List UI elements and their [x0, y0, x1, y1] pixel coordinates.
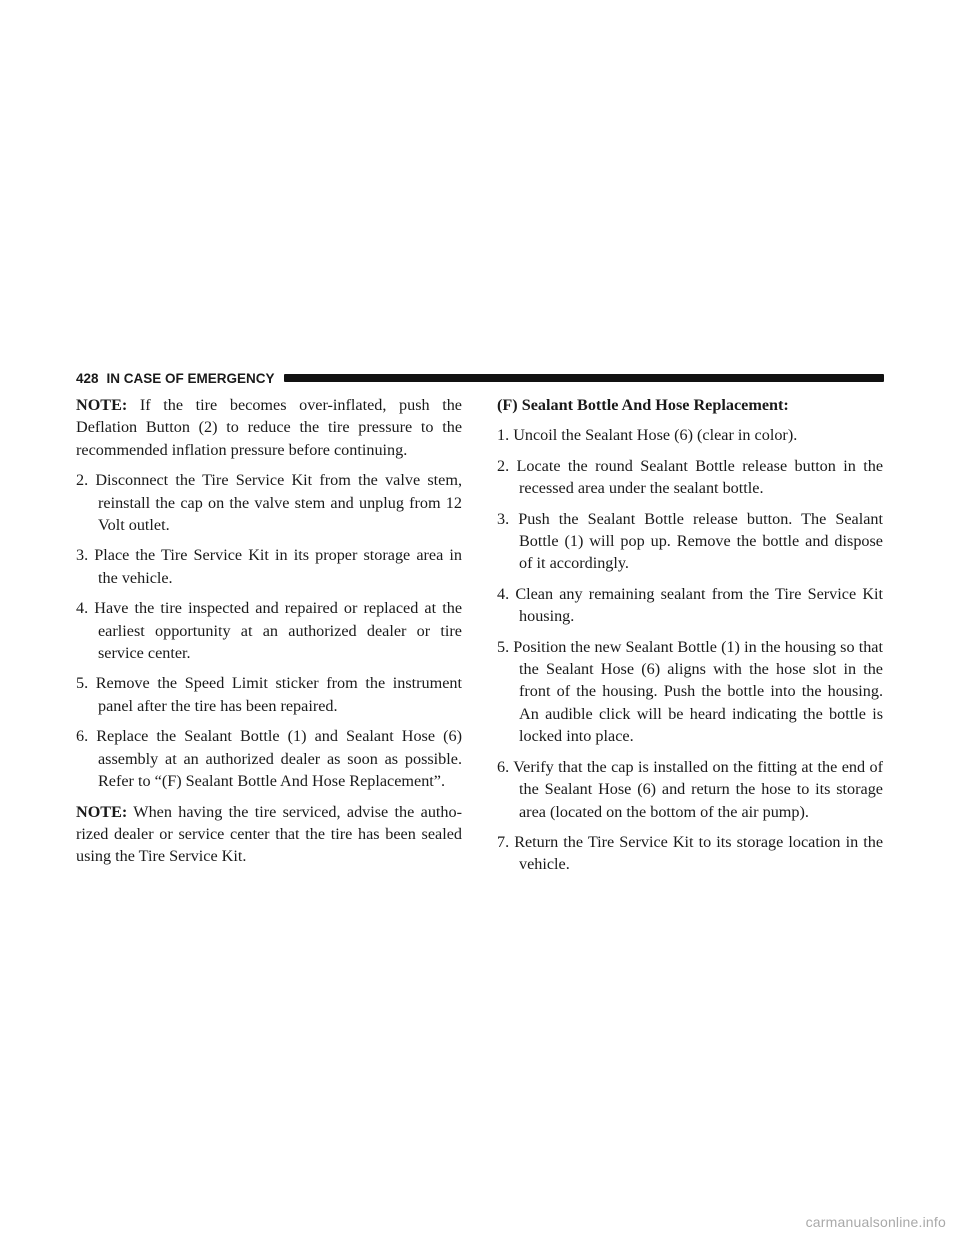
page-number: 428 [76, 370, 99, 386]
right-column [497, 394, 883, 884]
list-item: 2. Disconnect the Tire Service Kit from the valve stem, reinstall the cap on the valve stem and unplug from 12 Volt outlet. [76, 471, 462, 535]
section-heading: (F) Sealant Bottle And Hose Replacement: [497, 396, 789, 414]
list-item: 7. Return the Tire Service Kit to its storage location in the vehicle. [497, 832, 883, 874]
list-item: 4. Have the tire inspected and repaired or replaced at the earliest opportunity at an authorized dealer or tire service center. [76, 599, 462, 663]
list-item: 6. Verify that the cap is installed on the fitting at the end of the Sealant Hose (6) and return the hose to its storage area (located on the bottom of the air pump). [497, 757, 883, 821]
list-item: 3. Push the Sealant Bottle release button. The Sealant Bottle (1) will pop up. Remove the bottle and dispose of it accordingly. [497, 509, 883, 573]
note-label: NOTE: [76, 396, 128, 414]
watermark: carmanualsonline.info [805, 1214, 946, 1230]
list-item: 5. Position the new Sealant Bottle (1) in the housing so that the Sealant Hose (6) aligns with the hose slot in the front of the housing. Push the bottle into the housing. An audible click will be heard indicating the bottle is locked into place. [497, 637, 883, 746]
list-item: 2. Locate the round Sealant Bottle release button in the recessed area under the sealant bottle. [497, 456, 883, 498]
note-label: NOTE: [76, 802, 128, 821]
section-title: IN CASE OF EMERGENCY [106, 370, 275, 386]
note-text: If the tire becomes over-inflated, push the Deflation Button (2) to reduce the tire pressure to the recommended inflation pressure before continuing. [76, 396, 462, 459]
header-rule [284, 374, 884, 382]
list-item: 6. Replace the Sealant Bottle (1) and Sealant Hose (6) assembly at an authorized dealer as soon as possible. Refer to “(F) Sealant Bottle And Hose Replacement”. [76, 727, 462, 791]
list-item: 5. Remove the Speed Limit sticker from the instrument panel after the tire has been repaired. [76, 674, 462, 715]
list-item: 1. Uncoil the Sealant Hose (6) (clear in color). [497, 426, 798, 445]
list-item: 4. Clean any remaining sealant from the Tire Service Kit housing. [497, 584, 883, 626]
note-text: When having the tire serviced, advise the autho-rized dealer or service center that the tire has been sealed using the Tire Service Kit. [76, 802, 462, 866]
note-paragraph [76, 394, 462, 461]
note-paragraph [76, 801, 462, 868]
left-column [76, 394, 462, 876]
page-header [76, 370, 884, 386]
list-item: 3. Place the Tire Service Kit in its proper storage area in the vehicle. [76, 546, 462, 587]
